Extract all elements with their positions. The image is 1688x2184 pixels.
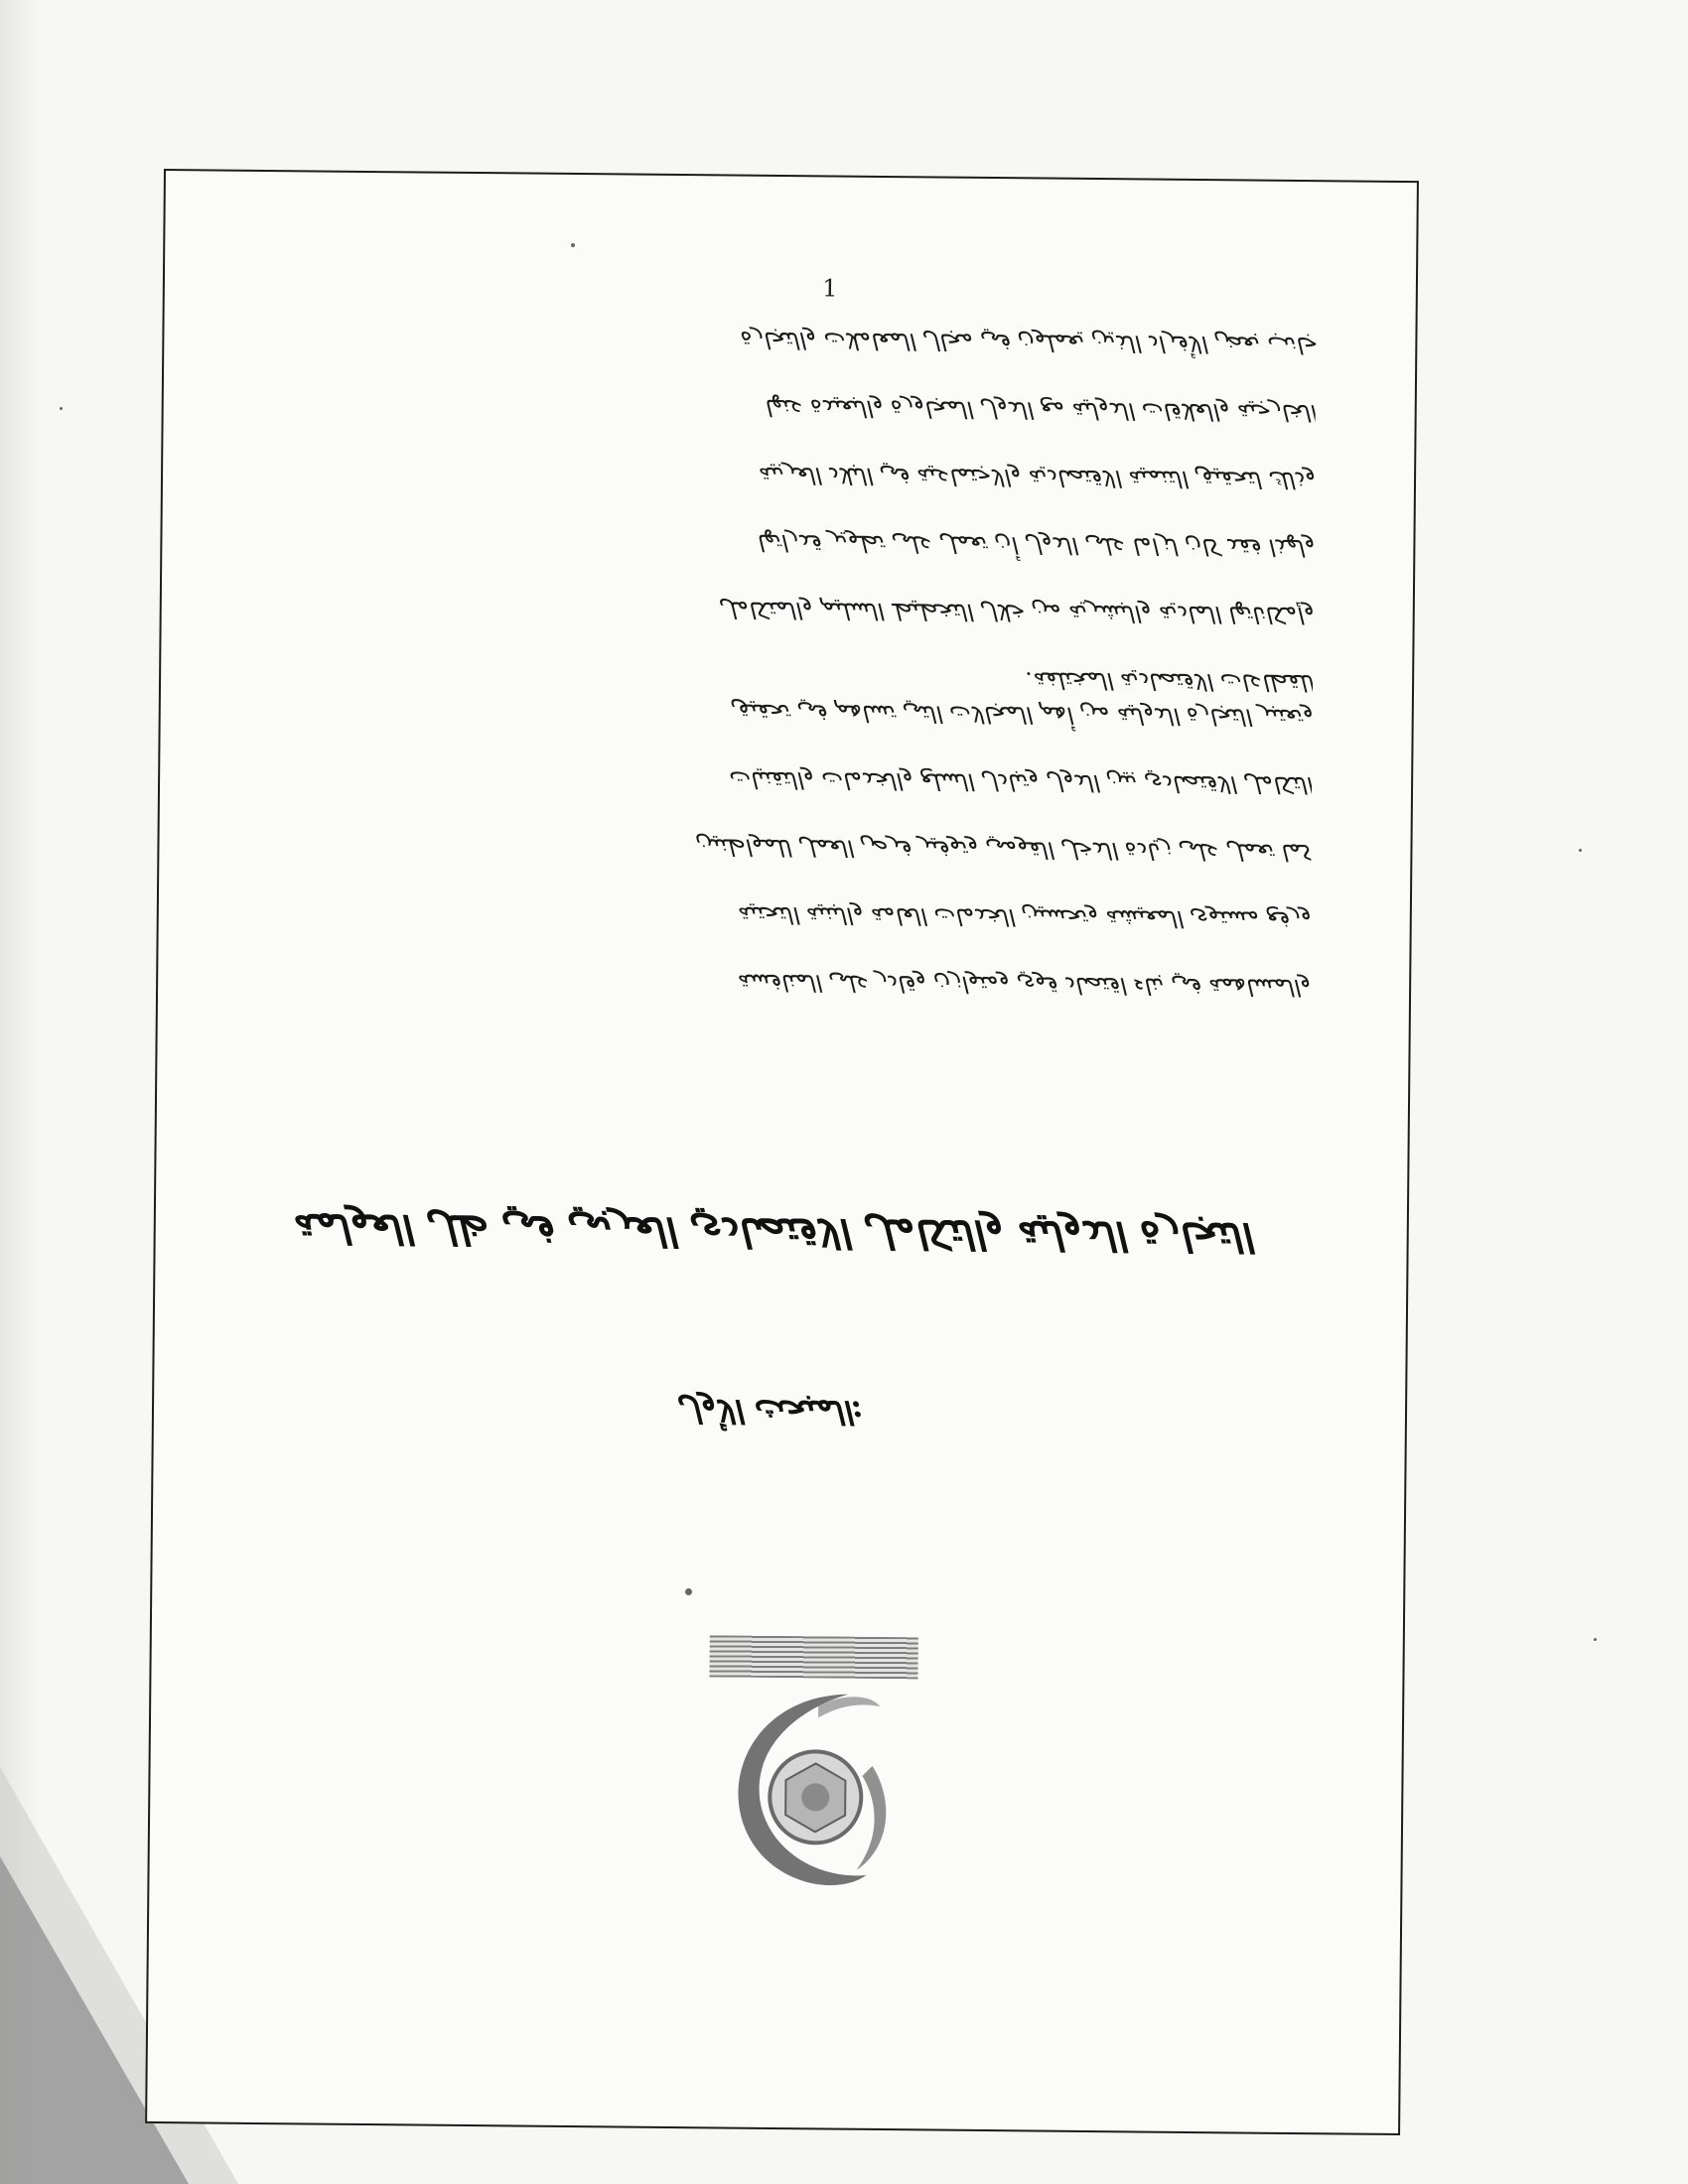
paragraph-1 — [255, 301, 1317, 716]
section-subheading: :ﺍﻟﻤﺒﺤﺚ ﺍﻷﻭﻝ — [675, 1392, 864, 1432]
scan-speck — [1594, 1638, 1597, 1641]
scan-speck — [1579, 849, 1582, 852]
scan-speck — [60, 407, 63, 410]
text-line: ﻛﻤﺎ ﺗﻌﻤﻞ ﻋﻠﻰ ﺯﻳﺎﺩﺓ ﺍﻟﺪﺧﻞ ﺍﻟﻘﻮﻣﻲ ﻭﺗﻮﻓﻴﺮ ﻓﺮﺹ ﺍﻟﻌﻤﻞ ﻟﻠﻤﻮﺍﻃﻨﻴﻦ — [694, 833, 1312, 866]
text-line: ﻭﺇﻣﻜﺎﻧﺎﺗﻬﺎ ﺍﻟﻤﺎﺩﻳﺔ ﻭﺍﻟﺒﺸﺮﻳﺔ ﻣﻦ ﺧﻼﻝ ﺍﻟﺘﺨﻄﻴﻂ ﺍﻟﺴﻠﻴﻢ ﻭﺍﻟﻤﺘﻜﺎﻣﻞ — [718, 596, 1314, 628]
paragraph-2 — [252, 673, 1313, 1021]
scan-speck — [571, 243, 575, 247]
section-heading: ﺍﻟﺘﺠﺎﺭﺓ ﺍﻟﺪﻭﻟﻴﺔ ﻭﺍﻟﺘﻜﺎﻣﻞ ﺍﻻﻗﺘﺼﺎﺩﻱ ﺍﻟﻌﺮﺑﻲ ﻓﻲ ﻇﻞ ﺍﻟﻌﻮﻟﻤﺔ — [291, 1204, 1251, 1261]
text-line: ﻭﺍﻟﻤﺴﺎﻫﻤﺔ ﻓﻲ ﺑﻨﺎﺀ ﺍﻗﺘﺼﺎﺩ ﻗﻮﻱ ﻭﻣﺘﻮﺍﺯﻥ ﻭﻗﺎﺩﺭ ﻋﻠﻰ ﺍﻟﻤﻨﺎﻓﺴﺔ — [736, 968, 1311, 1001]
text-line: ﺟﺎﻧﺐ ﺑﻌﺾ ﺍﻷﻓﺮﺍﺩ ﺍﻟﺬﻳﻦ ﻳﻌﻤﻠﻮﻥ ﻓﻲ ﻣﺠﺎﻝ ﺍﻟﻤﻌﺎﻣﻼﺕ ﻭﺍﻟﺘﺠﺎﺭﺓ — [739, 326, 1317, 358]
text-line: ﻭﺫﻟﻚ ﻟﺘﺤﻘﻴﻖ ﺍﻟﺘﻨﻤﻴﺔ ﺍﻻﻗﺘﺼﺎﺩﻳﺔ ﻭﺍﻻﺟﺘﻤﺎﻋﻴﺔ ﻓﻲ ﺍﻟﺒﻼﺩ ﺍﻟﻌﺮﺑﻴﺔ — [757, 461, 1316, 493]
text-line: ﺍﻟﺘﻜﺎﻣﻞ ﺍﻻﻗﺘﺼﺎﺩﻱ ﺑﻴﻦ ﺍﻟﺪﻭﻝ ﻭﺗﺒﺎﺩﻝ ﺍﻟﺴﻠﻊ ﻭﺍﻟﺨﺪﻣﺎﺕ ﻭﺍﻟﺘﻘﻨﻴﺎﺕ — [728, 765, 1313, 798]
institution-logo — [697, 1635, 928, 1905]
scan-speck — [685, 1588, 692, 1595]
logo-emblem-icon — [697, 1635, 928, 1905]
page-border — [145, 169, 1419, 2135]
text-line: ﻭﺗﻌﺘﺒﺮ ﺍﻟﺘﺠﺎﺭﺓ ﺍﻟﺪﻭﻟﻴﺔ ﻣﻦ ﺃﻫﻢ ﺍﻟﻤﺠﺎﻻﺕ ﺍﻟﺘﻲ ﺗﺴﺎﻫﻢ ﻓﻲ ﺗﺤﻘﻴﻖ — [730, 698, 1313, 731]
text-line: ﻭﺭﻓﻊ ﻣﺴﺘﻮﻯ ﺍﻟﻤﻌﻴﺸﺔ ﻭﺗﺤﺴﻴﻦ ﺍﻟﺨﺪﻣﺎﺕ ﺍﻟﻌﺎﻣﺔ ﻭﺍﻟﺒﻨﻴﺔ ﺍﻟﺘﺤﺘﻴﺔ — [736, 900, 1311, 933]
text-line: ﻭﻟﻬﺬﺍ ﻓﻘﺪ ﻛﺎﻥ ﻟﺰﺍﻣﺎ ﻋﻠﻰ ﺍﻟﺪﻭﻝ ﺃﻥ ﺗﻌﻤﻞ ﻋﻠﻰ ﺗﻄﻮﻳﺮ ﻗﺪﺭﺍﺗﻬﺎ — [756, 528, 1315, 561]
text-line: ﺍﻟﺨﺎﺭﺟﻴﺔ ﻭﺍﻟﻌﻼﻗﺎﺕ ﺍﻟﺪﻭﻟﻴﺔ ﻣﻊ ﺍﻟﺪﻭﻝ ﺍﻟﻤﺠﺎﻭﺭﺓ ﻭﺍﻟﺒﻌﻴﺪﺓ ﻋﻨﻬﺎ — [764, 393, 1316, 426]
page-number: 1 — [822, 274, 838, 303]
text-line: ﻟﻠﻘﻄﺎﻋﺎﺕ ﺍﻻﻗﺘﺼﺎﺩﻳﺔ ﺍﻟﻤﺨﺘﻠﻔﺔ. — [1025, 666, 1314, 696]
